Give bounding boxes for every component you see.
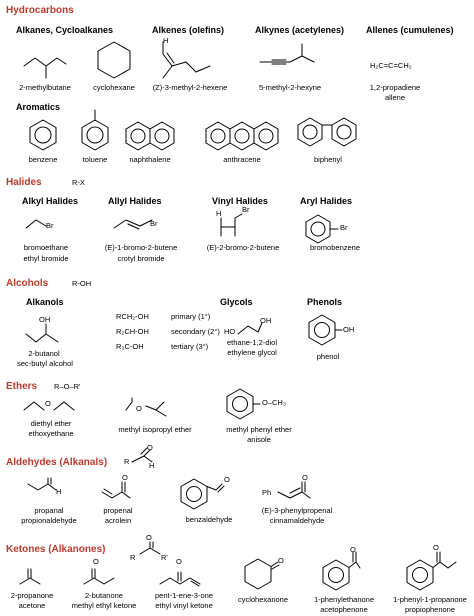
class-tertiary: tertiary (3°)	[171, 342, 209, 351]
atom-br-aryl: Br	[340, 223, 348, 232]
class-secondary: secondary (2°)	[171, 327, 220, 336]
atom-och3-anisole: O–CH₃	[262, 398, 286, 407]
atom-h-propanal: H	[56, 487, 62, 496]
atom-o-evk: O	[176, 557, 182, 566]
structure-cinnamaldehyde	[274, 473, 324, 502]
label-acrolein: acrolein	[104, 516, 132, 525]
atom-o-cyclohexanone: O	[278, 556, 284, 565]
structure-generic-aldehyde	[124, 450, 164, 470]
label-sec-butyl-alcohol: sec-butyl alcohol	[17, 359, 73, 368]
label-propanal: propanal	[34, 506, 64, 515]
label-propiophenone: propiophenone	[404, 605, 456, 614]
label-1-2-propadiene: 1,2-propadiene	[369, 83, 421, 92]
label-2-propanone: 2-propanone	[10, 591, 54, 600]
atom-o-aldehyde: O	[147, 443, 153, 452]
label-acetophenone: acetophenone	[320, 605, 368, 614]
atom-o-diethyl: O	[45, 399, 51, 408]
atom-h-vinyl: H	[216, 209, 222, 218]
label-propionaldehyde: propionaldehyde	[21, 516, 77, 525]
structure-benzene	[26, 118, 60, 152]
label-methyl-ethyl-ketone: methyl ethyl ketone	[71, 601, 137, 610]
label-cinnamaldehyde: cinnamaldehyde	[269, 516, 325, 525]
label-pent-1-ene-3-one: pent-1-ene-3-one	[155, 591, 213, 600]
atom-r2-ketone: R'	[161, 553, 168, 562]
atom-o-propenal: O	[122, 473, 128, 482]
structure-acetone	[18, 566, 48, 588]
atom-br-vinyl: Br	[242, 205, 250, 214]
structure-propiophenone	[406, 548, 458, 592]
atom-o-isopropyl: O	[136, 404, 142, 413]
label-diethyl-ether: diethyl ether	[30, 419, 72, 428]
atom-oh-glycol: OH	[260, 316, 272, 325]
label-allene: allene	[384, 93, 406, 102]
atom-o-ketone: O	[146, 533, 152, 542]
atom-r-ketone: R	[130, 553, 136, 562]
label-biphenyl: biphenyl	[314, 155, 342, 164]
heading-aromatics: Aromatics	[16, 102, 61, 112]
structure-naphthalene	[125, 120, 175, 152]
heading-allenes: Allenes (cumulenes)	[366, 25, 454, 35]
heading-aryl-halides: Aryl Halides	[300, 196, 353, 206]
label-anthracene: anthracene	[223, 155, 261, 164]
heading-alkyl-halides: Alkyl Halides	[22, 196, 79, 206]
label-5-methyl-2-hexyne: 5-methyl-2-hexyne	[258, 83, 322, 92]
heading-alkenes: Alkenes (olefins)	[152, 25, 225, 35]
label-ethoxyethane: ethoxyethane	[28, 429, 74, 438]
atom-h-alkene: H	[163, 36, 169, 45]
label-1-phenylethanone: 1-phenylethanone	[313, 595, 375, 604]
label-e-2-bromo-2-butene: (E)-2-bromo-2-butene	[206, 243, 280, 252]
label-naphthalene: naphthalene	[129, 155, 171, 164]
label-ethyl-bromide: ethyl bromide	[23, 254, 69, 263]
structure-ethyl-vinyl-ketone	[158, 566, 206, 588]
heading-glycols: Glycols	[220, 297, 253, 307]
structure-e-2-bromo-2-butene	[216, 209, 248, 242]
atom-o-benzaldehyde: O	[224, 475, 230, 484]
label-acetone: acetone	[18, 601, 46, 610]
structure-anisole	[226, 388, 266, 420]
label-ethane-1-2-diol: ethane-1,2-diol	[226, 338, 278, 347]
structure-propanal	[26, 476, 70, 502]
label-methyl-phenyl-ether: methyl phenyl ether	[226, 425, 292, 434]
label-2-butanone: 2-butanone	[85, 591, 123, 600]
label-e-3-phenylpropenal: (E)-3-phenylpropenal	[261, 506, 333, 515]
label-cyclohexane: cyclohexane	[93, 83, 135, 92]
atom-r-aldehyde: R	[124, 457, 130, 466]
label-propenal: propenal	[103, 506, 133, 515]
heading-vinyl-halides: Vinyl Halides	[212, 196, 268, 206]
heading-alkynes: Alkynes (acetylenes)	[255, 25, 345, 35]
label-ethylene-glycol: ethylene glycol	[227, 348, 277, 357]
label-crotyl-bromide: crotyl bromide	[117, 254, 165, 263]
heading-alkanols: Alkanols	[26, 297, 64, 307]
atom-oh-phenol: OH	[343, 325, 355, 334]
label-benzene: benzene	[28, 155, 58, 164]
label-ethyl-vinyl-ketone: ethyl vinyl ketone	[155, 601, 213, 610]
section-aldehydes: Aldehydes (Alkanals)	[6, 457, 108, 468]
formula-ethers: R–O–R'	[54, 382, 81, 391]
class-primary: primary (1°)	[171, 312, 211, 321]
structure-biphenyl	[296, 116, 358, 148]
heading-phenols: Phenols	[307, 297, 343, 307]
structure-2-butanone	[82, 566, 124, 588]
formula-allene: H₂C=C=CH₂	[370, 61, 412, 70]
label-phenol: phenol	[316, 352, 340, 361]
structure-anthracene	[205, 120, 279, 152]
structure-5-methyl-2-hexyne	[258, 40, 324, 80]
label-cyclohexanone: cyclohexanone	[237, 595, 289, 604]
label-benzaldehyde: benzaldehyde	[185, 515, 233, 524]
formula-tertiary: R₃C-OH	[116, 342, 144, 351]
formula-halides: R-X	[72, 178, 85, 187]
label-z-3-methyl-2-hexene: (Z)-3-methyl-2-hexene	[152, 83, 228, 92]
atom-oh-butanol: OH	[39, 315, 51, 324]
structure-propenal	[100, 474, 136, 502]
label-bromoethane: bromoethane	[23, 243, 69, 252]
atom-br-alkyl: Br	[46, 221, 54, 230]
heading-alkanes: Alkanes, Cycloalkanes	[16, 25, 114, 35]
section-ethers: Ethers	[6, 381, 38, 392]
section-alcohols: Alcohols	[6, 278, 49, 289]
structure-generic-ketone	[134, 540, 174, 562]
formula-primary: RCH₂-OH	[116, 312, 149, 321]
label-anisole: anisole	[247, 435, 271, 444]
atom-o-acetophenone: O	[350, 545, 356, 554]
structure-toluene	[78, 108, 112, 152]
label-methyl-isopropyl-ether: methyl isopropyl ether	[118, 425, 192, 434]
label-toluene: toluene	[82, 155, 108, 164]
structure-2-methylbutane	[20, 38, 70, 78]
section-ketones: Ketones (Alkanones)	[6, 544, 106, 555]
label-e-1-bromo-2-butene: (E)-1-bromo-2-butene	[104, 243, 178, 252]
structure-cyclohexane	[94, 40, 134, 80]
label-1-phenyl-1-propanone: 1-phenyl-1-propanone	[393, 595, 467, 604]
atom-br-allyl: Br	[150, 219, 158, 228]
label-2-methylbutane: 2-methylbutane	[19, 83, 71, 92]
atom-o-propiophenone: O	[433, 543, 439, 552]
section-halides: Halides	[6, 177, 42, 188]
label-2-butanol: 2-butanol	[28, 349, 60, 358]
heading-allyl-halides: Allyl Halides	[108, 196, 162, 206]
structure-acetophenone	[322, 545, 362, 592]
formula-secondary: R₂CH-OH	[116, 327, 149, 336]
section-hydrocarbons: Hydrocarbons	[6, 5, 74, 16]
structure-methyl-isopropyl-ether	[124, 394, 174, 420]
atom-ho-glycol: HO	[224, 327, 236, 336]
atom-ph-cinnamaldehyde: Ph	[262, 488, 272, 497]
formula-alcohols: R-OH	[72, 279, 92, 288]
atom-h-aldehyde: H	[149, 461, 155, 470]
atom-o-cinnamaldehyde: O	[302, 473, 308, 482]
atom-o-2-butanone: O	[93, 557, 99, 566]
label-bromobenzene: bromobenzene	[309, 243, 361, 252]
